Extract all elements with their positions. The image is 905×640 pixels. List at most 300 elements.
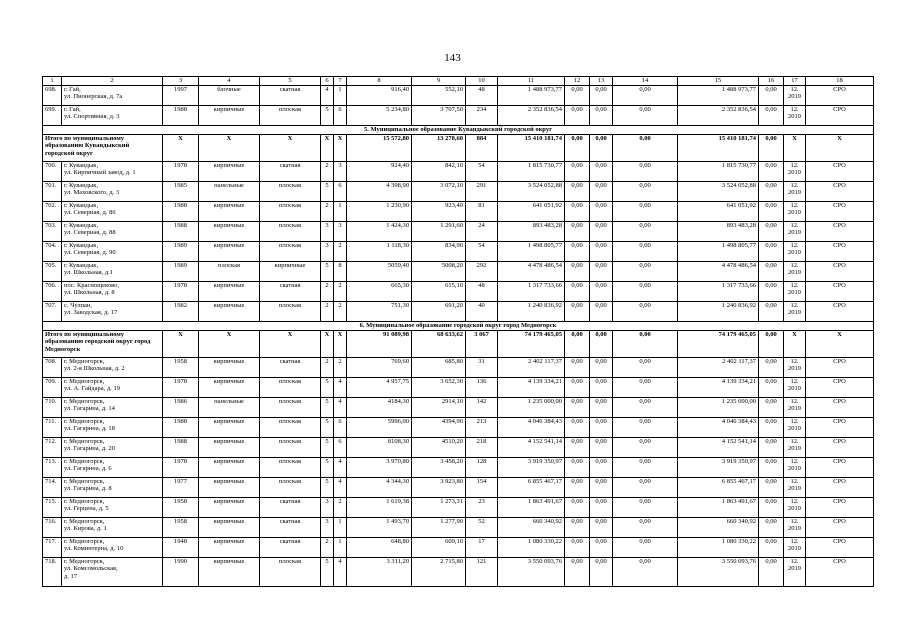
table-cell: 0,00 [590, 398, 613, 418]
table-cell: 12. 2019 [784, 222, 806, 242]
table-cell: 1 [334, 538, 347, 558]
table-cell: 3 458,20 [412, 458, 466, 478]
table-cell: кирпичные [199, 222, 260, 242]
table-cell: 3 524 052,88 [678, 182, 759, 202]
table-cell: 136 [466, 378, 498, 398]
table-row [43, 478, 874, 498]
table-cell: 0,00 [565, 202, 590, 222]
table-cell: г. Медногорск, ул. Гагарина, д. 20 [62, 438, 163, 458]
table-cell: кирпичные [199, 498, 260, 518]
table-cell: 0,00 [759, 242, 784, 262]
section-title: 6. Муниципальное образование городской округ город Медногорск [43, 322, 874, 331]
table-cell: 23 [466, 498, 498, 518]
table-cell: 3 [321, 222, 334, 242]
table-cell: кирпичные [199, 162, 260, 182]
table-cell: 715. [43, 498, 62, 518]
table-cell: 12. 2019 [784, 378, 806, 398]
total-cell: 3 067 [466, 331, 498, 358]
table-cell: 1 317 733,66 [678, 282, 759, 302]
table-cell: СРО [806, 162, 874, 182]
table-cell: 12. 2019 [784, 358, 806, 378]
table-row [43, 242, 874, 262]
table-cell: 714. [43, 478, 62, 498]
table-cell: 0,00 [590, 242, 613, 262]
table-cell: 842,10 [412, 162, 466, 182]
table-row [43, 558, 874, 587]
table-cell: плоская [260, 202, 321, 222]
table-cell: плоская [260, 558, 321, 587]
table-cell: 12. 2019 [784, 498, 806, 518]
table-cell: 142 [466, 398, 498, 418]
table-cell: 0,00 [565, 182, 590, 202]
table-cell: 0,00 [613, 162, 678, 182]
table-cell: 1 118,30 [347, 242, 412, 262]
table-cell: 0,00 [613, 86, 678, 106]
table-cell: 12. 2019 [784, 262, 806, 282]
table-row [43, 106, 874, 126]
table-cell: 923,40 [412, 202, 466, 222]
table-cell: плоская [260, 302, 321, 322]
table-cell: кирпичные [199, 558, 260, 587]
table-cell: 0,00 [759, 458, 784, 478]
total-cell: 15 572,80 [347, 135, 412, 162]
table-cell: 12. 2019 [784, 282, 806, 302]
housing-table [42, 76, 874, 587]
table-cell: 708. [43, 358, 62, 378]
table-cell: 4 152 541,14 [498, 438, 565, 458]
table-cell: 0,00 [590, 438, 613, 458]
table-cell: г. Медногорск, ул. Гагарина, д. 18 [62, 418, 163, 438]
table-cell: 3 550 093,76 [678, 558, 759, 587]
table-cell: 705. [43, 262, 62, 282]
table-cell: 660 340,92 [678, 518, 759, 538]
total-cell: 0,00 [565, 135, 590, 162]
table-cell: 12. 2019 [784, 518, 806, 538]
table-cell: кирпичные [199, 106, 260, 126]
table-cell: г. Кувандык, ул. Школьная, д.1 [62, 262, 163, 282]
table-cell: СРО [806, 398, 874, 418]
column-header-cell: 6 [321, 77, 334, 86]
table-cell: 6 [334, 106, 347, 126]
table-cell: 1988 [163, 438, 199, 458]
table-cell: 0,00 [565, 302, 590, 322]
table-cell: 1 230,90 [347, 202, 412, 222]
column-header-cell: 15 [678, 77, 759, 86]
table-cell: 1989 [163, 262, 199, 282]
table-cell: г. Медногорск, ул. Гагарина, д. 14 [62, 398, 163, 418]
table-cell: 3 [321, 518, 334, 538]
table-cell: 3 [321, 498, 334, 518]
table-cell: 1 488 973,77 [498, 86, 565, 106]
total-cell: X [784, 331, 806, 358]
table-cell: 2 352 836,54 [678, 106, 759, 126]
table-cell: 0,00 [565, 518, 590, 538]
table-cell: 0,00 [565, 222, 590, 242]
table-cell: кирпичные [199, 282, 260, 302]
table-cell: 1958 [163, 518, 199, 538]
table-cell: 0,00 [613, 202, 678, 222]
table-cell: 1 424,30 [347, 222, 412, 242]
table-row [43, 86, 874, 106]
table-cell: 4 957,75 [347, 378, 412, 398]
table-cell: г. Гай, ул. Пионерская, д. 7а [62, 86, 163, 106]
total-cell: 15 410 181,74 [678, 135, 759, 162]
table-cell: СРО [806, 358, 874, 378]
table-cell: 4 344,30 [347, 478, 412, 498]
table-cell: 5 234,80 [347, 106, 412, 126]
table-cell: 0,00 [759, 358, 784, 378]
table-cell: 552,10 [412, 86, 466, 106]
table-cell: 0,00 [590, 106, 613, 126]
table-cell: 1985 [163, 182, 199, 202]
table-cell: 0,00 [590, 282, 613, 302]
table-cell: плоская [260, 242, 321, 262]
table-cell: СРО [806, 458, 874, 478]
table-row [43, 182, 874, 202]
table-cell: 12. 2019 [784, 162, 806, 182]
table-cell: 0,00 [565, 558, 590, 587]
table-cell: 1978 [163, 458, 199, 478]
table-cell: кирпичные [199, 458, 260, 478]
table-cell: 1948 [163, 538, 199, 558]
table-cell: 0,00 [759, 398, 784, 418]
table-cell: кирпичные [199, 418, 260, 438]
table-cell: г. Медногорск, ул. Гагарина, д. 8 [62, 478, 163, 498]
table-cell: 12. 2019 [784, 478, 806, 498]
table-cell: плоская [260, 478, 321, 498]
table-cell: 2 [321, 302, 334, 322]
table-cell: 0,00 [565, 262, 590, 282]
table-cell: 0,00 [590, 202, 613, 222]
column-header-cell: 17 [784, 77, 806, 86]
column-header-cell: 14 [613, 77, 678, 86]
table-cell: скатная [260, 498, 321, 518]
table-cell: 4510,20 [412, 438, 466, 458]
table-cell: 1988 [163, 222, 199, 242]
table-cell: 6 [334, 438, 347, 458]
table-cell: 1988 [163, 202, 199, 222]
table-cell: 17 [466, 538, 498, 558]
total-cell: 0,00 [759, 331, 784, 358]
table-cell: панельные [199, 182, 260, 202]
table-cell: 4 152 541,14 [678, 438, 759, 458]
table-cell: 0,00 [613, 262, 678, 282]
table-cell: СРО [806, 182, 874, 202]
total-cell: X [260, 135, 321, 162]
column-header-cell: 10 [466, 77, 498, 86]
table-cell: 0,00 [759, 222, 784, 242]
table-cell: 8108,30 [347, 438, 412, 458]
table-cell: 0,00 [565, 106, 590, 126]
table-cell: скатная [260, 282, 321, 302]
table-cell: 0,00 [759, 86, 784, 106]
table-cell: 3 [334, 222, 347, 242]
table-cell: 12. 2019 [784, 458, 806, 478]
table-cell: г. Медногорск, ул. Комсомольская, д. 17 [62, 558, 163, 587]
table-cell: 704. [43, 242, 62, 262]
column-header-cell: 4 [199, 77, 260, 86]
table-cell: панельные [199, 398, 260, 418]
table-cell: 0,00 [590, 558, 613, 587]
column-header-cell: 1 [43, 77, 62, 86]
table-cell: СРО [806, 302, 874, 322]
table-cell: 0,00 [759, 478, 784, 498]
total-row [43, 331, 874, 358]
table-cell: 834,90 [412, 242, 466, 262]
total-cell: 0,00 [590, 135, 613, 162]
table-cell: г. Медногорск, ул. Гагарина, д. 6 [62, 458, 163, 478]
table-cell: 1 317 733,66 [498, 282, 565, 302]
table-cell: 665,30 [347, 282, 412, 302]
table-cell: скатная [260, 358, 321, 378]
table-cell: с. Чулпан, ул. Заводская, д. 17 [62, 302, 163, 322]
table-cell: 1 815 730,77 [678, 162, 759, 182]
column-header-cell: 11 [498, 77, 565, 86]
table-cell: г. Кувандык, ул. Северная, д. 86 [62, 202, 163, 222]
table-cell: 0,00 [613, 518, 678, 538]
table-cell: 698. [43, 86, 62, 106]
table-cell: 3 970,80 [347, 458, 412, 478]
table-cell: СРО [806, 418, 874, 438]
total-cell: X [163, 135, 199, 162]
table-cell: 12. 2019 [784, 538, 806, 558]
total-cell: 68 633,62 [412, 331, 466, 358]
table-cell: 0,00 [759, 518, 784, 538]
table-cell: кирпичные [199, 518, 260, 538]
table-cell: 6 855 467,17 [498, 478, 565, 498]
table-cell: 0,00 [590, 358, 613, 378]
table-cell: 0,00 [590, 182, 613, 202]
table-cell: 4 [334, 558, 347, 587]
column-header-cell: 12 [565, 77, 590, 86]
table-cell: 6 [334, 182, 347, 202]
total-cell: 884 [466, 135, 498, 162]
table-cell: г. Кувандык, ул. Маховского, д. 3 [62, 182, 163, 202]
table-cell: 1 240 836,92 [498, 302, 565, 322]
table-cell: 3 072,10 [412, 182, 466, 202]
table-cell: 0,00 [590, 302, 613, 322]
table-cell: 5 [321, 106, 334, 126]
table-cell: пос. Краснощеково, ул. Школьная, д. 8 [62, 282, 163, 302]
table-cell: 5 [321, 458, 334, 478]
table-cell: 1 488 973,77 [678, 86, 759, 106]
table-cell: 1989 [163, 242, 199, 262]
table-cell: 4 046 384,43 [498, 418, 565, 438]
table-cell: 916,40 [347, 86, 412, 106]
table-cell: г. Кувандык, ул. Северная, д. 88 [62, 222, 163, 242]
table-cell: 1 080 330,22 [498, 538, 565, 558]
table-cell: 2 [334, 358, 347, 378]
table-cell: 0,00 [590, 262, 613, 282]
table-cell: 3 311,20 [347, 558, 412, 587]
table-cell: 1 619,38 [347, 498, 412, 518]
table-cell: 5 [321, 558, 334, 587]
table-cell: кирпичные [199, 538, 260, 558]
table-row [43, 458, 874, 478]
table-cell: 3 919 350,97 [678, 458, 759, 478]
table-cell: 0,00 [565, 458, 590, 478]
table-cell: 6 [334, 418, 347, 438]
table-cell: плоская [260, 398, 321, 418]
table-cell: 52 [466, 518, 498, 538]
table-cell: 1 [334, 518, 347, 538]
table-cell: 218 [466, 438, 498, 458]
table-cell: 0,00 [565, 478, 590, 498]
table-cell: 291 [466, 182, 498, 202]
table-cell: 0,00 [565, 538, 590, 558]
table-cell: 0,00 [759, 182, 784, 202]
table-cell: 712. [43, 438, 62, 458]
table-cell: 717. [43, 538, 62, 558]
table-cell: 4 [334, 378, 347, 398]
table-cell: 4 [334, 398, 347, 418]
table-cell: 0,00 [613, 498, 678, 518]
table-cell: 5008,20 [412, 262, 466, 282]
table-cell: 0,00 [613, 458, 678, 478]
table-cell: СРО [806, 106, 874, 126]
table-cell: 0,00 [759, 162, 784, 182]
table-cell: 5 [321, 378, 334, 398]
table-cell: 0,00 [759, 302, 784, 322]
column-header-cell: 9 [412, 77, 466, 86]
table-cell: кирпичные [260, 262, 321, 282]
table-cell: СРО [806, 282, 874, 302]
table-cell: 12. 2019 [784, 418, 806, 438]
table-cell: г. Медногорск, ул. Кирова, д. 1 [62, 518, 163, 538]
column-header-cell: 7 [334, 77, 347, 86]
table-cell: 0,00 [565, 418, 590, 438]
table-cell: 1978 [163, 282, 199, 302]
table-cell: 213 [466, 418, 498, 438]
table-cell: 609,10 [412, 538, 466, 558]
table-cell: СРО [806, 378, 874, 398]
table-cell: 1990 [163, 558, 199, 587]
table-cell: СРО [806, 262, 874, 282]
table-cell: плоская [260, 438, 321, 458]
table-cell: 0,00 [613, 282, 678, 302]
table-cell: 707. [43, 302, 62, 322]
column-header-cell: 13 [590, 77, 613, 86]
table-cell: 3 [321, 242, 334, 262]
table-cell: кирпичные [199, 478, 260, 498]
table-cell: 0,00 [590, 378, 613, 398]
total-cell: X [784, 135, 806, 162]
table-cell: 0,00 [759, 282, 784, 302]
table-cell: 5 [321, 438, 334, 458]
table-cell: 2 [321, 358, 334, 378]
table-cell: 0,00 [613, 478, 678, 498]
table-cell: 2 [334, 302, 347, 322]
table-cell: СРО [806, 438, 874, 458]
total-cell: 0,00 [590, 331, 613, 358]
table-cell: 1978 [163, 378, 199, 398]
table-cell: 1 493,70 [347, 518, 412, 538]
table-cell: 12. 2019 [784, 182, 806, 202]
table-cell: 4184,30 [347, 398, 412, 418]
table-cell: 2 [334, 242, 347, 262]
table-cell: г. Медногорск, ул. Коминтерна, д. 10 [62, 538, 163, 558]
table-row [43, 418, 874, 438]
table-cell: СРО [806, 478, 874, 498]
table-cell: 0,00 [590, 162, 613, 182]
table-cell: 0,00 [613, 558, 678, 587]
table-cell: 1997 [163, 86, 199, 106]
table-cell: 48 [466, 282, 498, 302]
column-header-cell: 2 [62, 77, 163, 86]
table-cell: 615,10 [412, 282, 466, 302]
table-cell: кирпичные [199, 438, 260, 458]
table-cell: СРО [806, 222, 874, 242]
table-cell: 0,00 [590, 458, 613, 478]
total-label: Итого по муниципальному образованию Кувандыкский городской округ [43, 135, 163, 162]
table-cell: 12. 2019 [784, 106, 806, 126]
table-cell: 2 402 117,37 [678, 358, 759, 378]
table-cell: 1 498 805,77 [678, 242, 759, 262]
table-cell: 0,00 [590, 498, 613, 518]
table-cell: 12. 2019 [784, 86, 806, 106]
total-cell: 13 278,60 [412, 135, 466, 162]
table-cell: 12. 2019 [784, 558, 806, 587]
table-cell: 893 483,28 [498, 222, 565, 242]
table-cell: 2 [321, 202, 334, 222]
table-cell: 699. [43, 106, 62, 126]
table-cell: г. Гай, ул. Спортивная, д. 3 [62, 106, 163, 126]
section-header-row [43, 126, 874, 135]
table-cell: СРО [806, 558, 874, 587]
table-row [43, 358, 874, 378]
section-header-row [43, 322, 874, 331]
table-cell: 5 [321, 182, 334, 202]
table-cell: 701. [43, 182, 62, 202]
table-cell: 1 235 000,00 [678, 398, 759, 418]
table-cell: г. Медногорск, ул. 2-я Школьная, д. 2 [62, 358, 163, 378]
table-cell: 1988 [163, 418, 199, 438]
table-cell: плоская [260, 222, 321, 242]
table-row [43, 398, 874, 418]
column-header-row [43, 77, 874, 86]
table-cell: 2914,10 [412, 398, 466, 418]
table-cell: плоская [260, 378, 321, 398]
table-cell: скатная [260, 518, 321, 538]
table-cell: 3 707,50 [412, 106, 466, 126]
table-cell: 0,00 [590, 518, 613, 538]
table-cell: 2 [321, 538, 334, 558]
table-cell: 2 [321, 282, 334, 302]
table-row [43, 282, 874, 302]
total-cell: X [334, 331, 347, 358]
table-cell: плоская [199, 262, 260, 282]
table-cell: 5 [321, 478, 334, 498]
table-cell: 0,00 [613, 222, 678, 242]
table-cell: 0,00 [613, 538, 678, 558]
table-cell: 0,00 [759, 418, 784, 438]
table-cell: 154 [466, 478, 498, 498]
table-cell: 1 277,90 [412, 518, 466, 538]
table-cell: 0,00 [565, 438, 590, 458]
table-cell: 4 139 334,21 [678, 378, 759, 398]
section-title: 5. Муниципальное образование Кувандыкский городской округ [43, 126, 874, 135]
total-cell: X [199, 135, 260, 162]
table-cell: 1978 [163, 162, 199, 182]
table-cell: блочные [199, 86, 260, 106]
table-cell: 1 [334, 86, 347, 106]
table-cell: 5996,00 [347, 418, 412, 438]
table-cell: 3 652,30 [412, 378, 466, 398]
table-cell: 0,00 [565, 162, 590, 182]
table-cell: 1 235 000,00 [498, 398, 565, 418]
table-cell: г. Медногорск, ул. А. Гайдара, д. 19 [62, 378, 163, 398]
table-cell: СРО [806, 498, 874, 518]
